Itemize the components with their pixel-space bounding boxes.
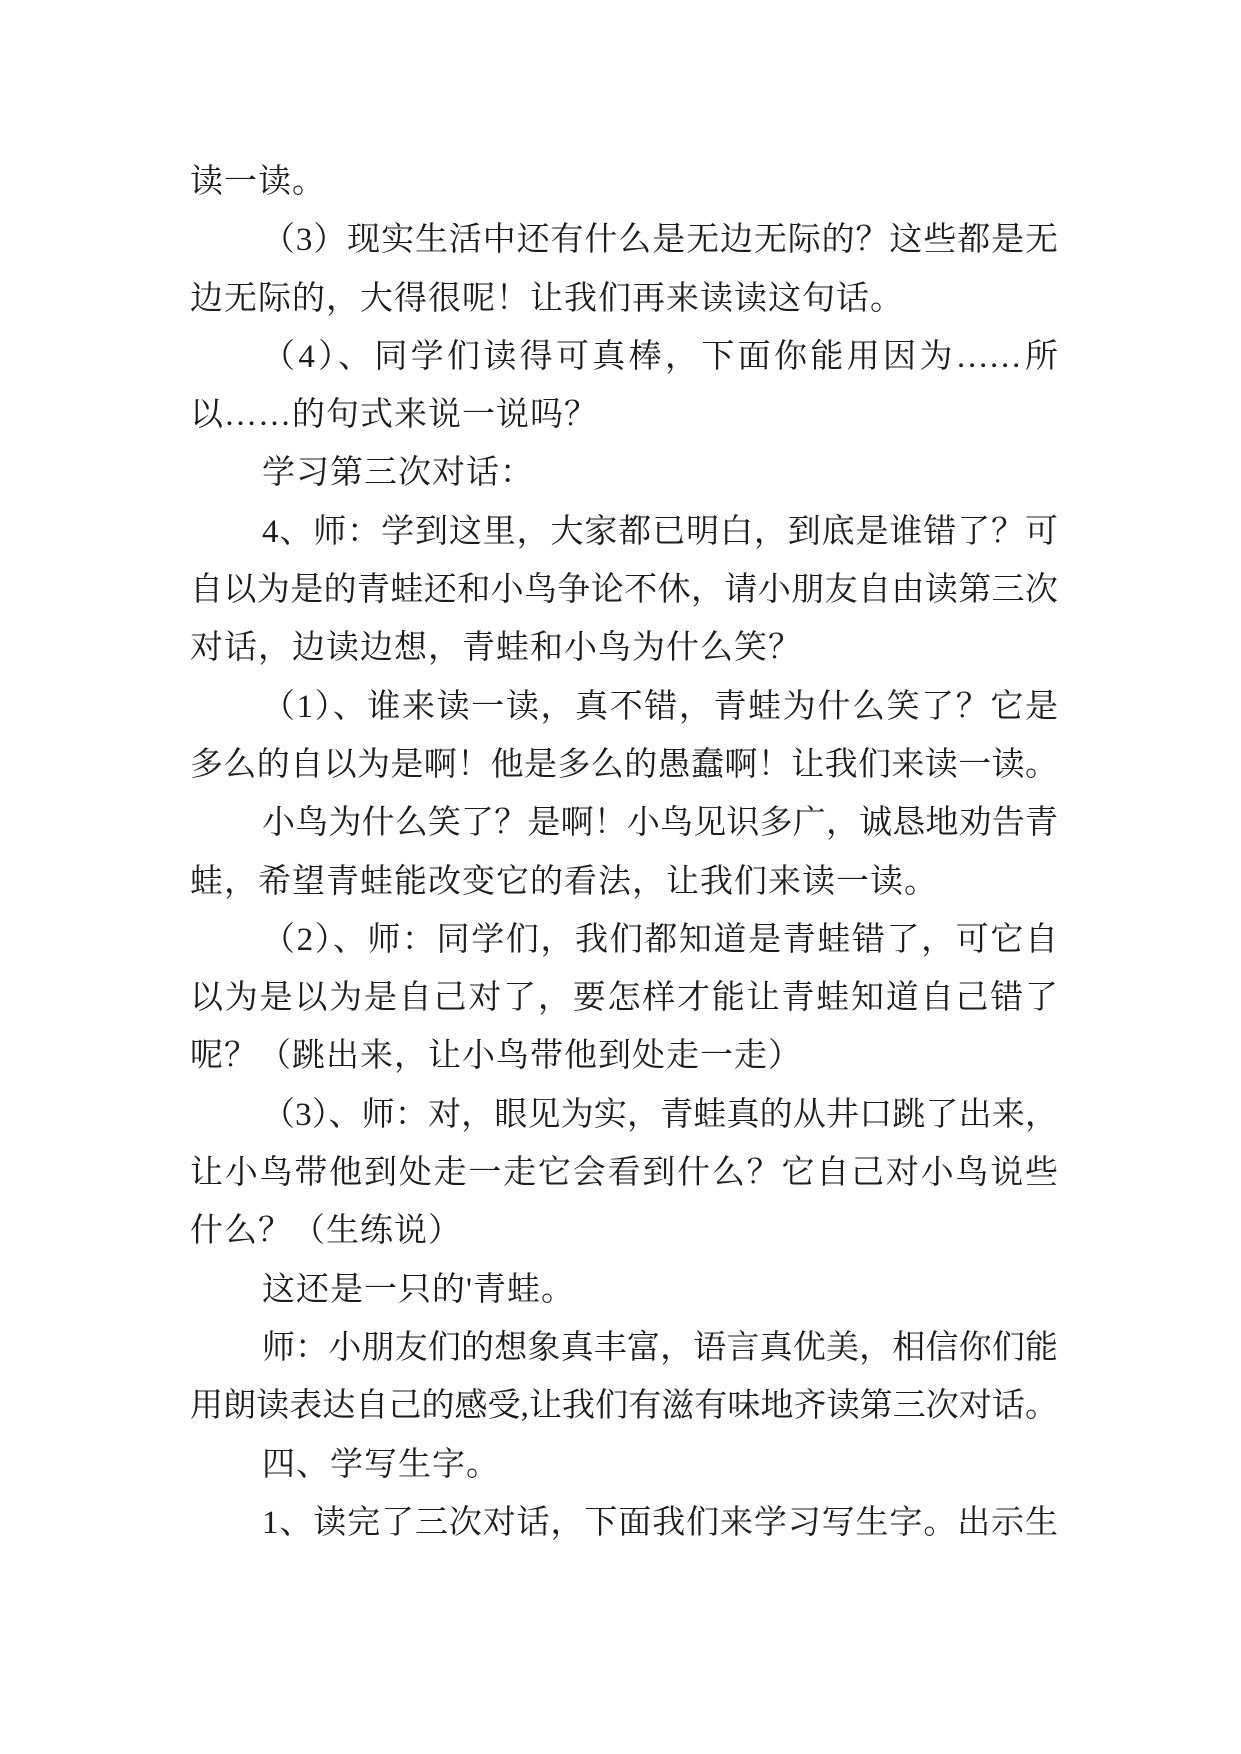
text-line-7: 4、师：学到这里，大家都已明白，到底是谁错了？可	[262, 513, 1058, 550]
text-line-5: 以……的句式来说一说吗？	[190, 397, 598, 434]
text-line-1: 读一读。	[190, 164, 326, 200]
text-line-19: 什么？（生练说）	[190, 1213, 462, 1250]
text-line-14: （2）、师：同学们，我们都知道是青蛙错了，可它自	[262, 921, 1058, 958]
text-line-15: 以为是以为是自己对了，要怎样才能让青蛙知道自己错了	[190, 980, 1058, 1017]
text-line-22: 用朗读表达自己的感受,让我们有滋有味地齐读第三次对话。	[190, 1388, 1058, 1425]
text-line-16: 呢？（跳出来，让小鸟带他到处走一走）	[190, 1038, 802, 1075]
text-line-17: （3）、师：对，眼见为实，青蛙真的从井口跳了出来，	[262, 1096, 1058, 1133]
text-line-9: 对话，边读边想，青蛙和小鸟为什么笑？	[190, 630, 802, 667]
text-line-6: 学习第三次对话：	[262, 455, 534, 492]
text-line-21: 师：小朋友们的想象真丰富，语言真优美，相信你们能	[262, 1329, 1058, 1366]
text-line-2: （3）现实生活中还有什么是无边无际的？这些都是无	[262, 222, 1058, 259]
text-line-20: 这还是一只的'青蛙。	[262, 1271, 575, 1308]
document-text-block	[190, 153, 1058, 1552]
text-line-24: 1、读完了三次对话，下面我们来学习写生字。出示生	[262, 1504, 1058, 1541]
text-line-13: 蛙，希望青蛙能改变它的看法，让我们来读一读。	[190, 863, 938, 900]
text-line-8: 自以为是的青蛙还和小鸟争论不休，请小朋友自由读第三次	[190, 572, 1058, 609]
text-line-12: 小鸟为什么笑了？是啊！小鸟见识多广，诚恳地劝告青	[262, 805, 1058, 842]
text-line-11: 多么的自以为是啊！他是多么的愚蠢啊！让我们来读一读。	[190, 746, 1058, 783]
text-line-10: （1）、谁来读一读，真不错，青蛙为什么笑了？它是	[262, 688, 1058, 725]
text-line-4: （4）、同学们读得可真棒，下面你能用因为……所	[262, 338, 1058, 375]
text-line-3: 边无际的，大得很呢！让我们再来读读这句话。	[190, 280, 904, 317]
text-line-23: 四、学写生字。	[262, 1446, 500, 1483]
text-line-18: 让小鸟带他到处走一走它会看到什么？它自己对小鸟说些	[190, 1155, 1058, 1192]
